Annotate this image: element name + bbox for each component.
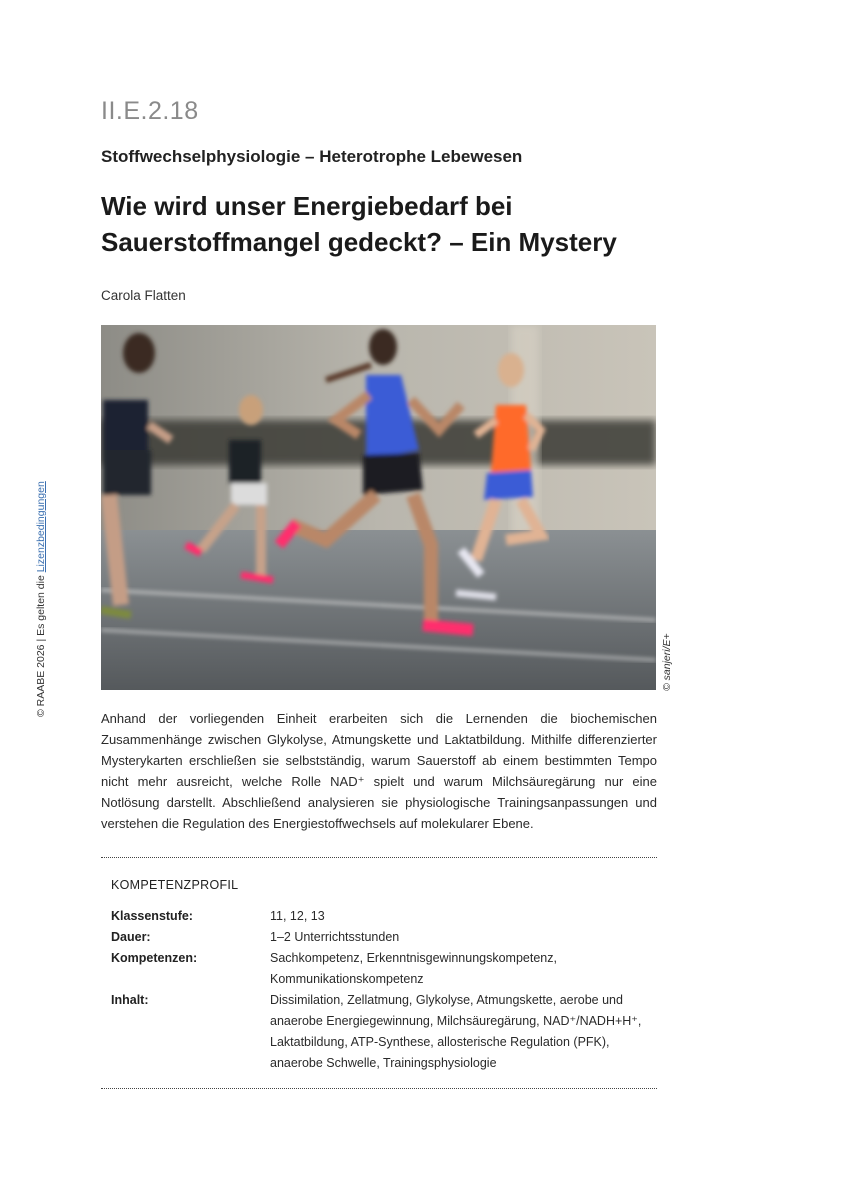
intro-paragraph: Anhand der vorliegenden Einheit erarbeiten sich die Lernenden die biochemischen Zusammenhänge zwischen Glykolyse, Atmungskette und Laktatbildung. Mithilfe differenzierter Mysterykarten erschließen sie selbstständig, warum Sauerstoff ab einem bestimmten Tempo nicht mehr ausreicht, welche Rolle NAD⁺ spielt und warum Milchsäuregärung nur eine Notlösung darstellt. Abschließend analysieren sie physiologische Trainingsanpassungen und verstehen die Regulation des Energiestoffwechsels auf molekularer Ebene. [101,711,657,831]
title-line-2: Sauerstoffmangel gedeckt? – Ein Mystery [101,227,617,257]
label-dauer: Dauer: [111,930,151,944]
inhalt-line-3: Laktatbildung, ATP-Synthese, allosterische Regulation (PFK), [270,1035,610,1049]
kompetenzen-line-2: Kommunikationskompetenz [270,972,424,986]
subject-heading: Stoffwechselphysiologie – Heterotrophe Lebewesen [101,147,523,166]
license-note [35,477,49,717]
runners-photo [101,325,656,690]
value-inhalt [270,990,660,1074]
value-kompetenzen [270,948,660,990]
title-line-1: Wie wird unser Energiebedarf bei [101,191,513,221]
kompetenzen-line-1: Sachkompetenz, Erkenntnisgewinnungskompetenz, [270,951,557,965]
author-name: Carola Flatten [101,288,186,303]
value-dauer: 1–2 Unterrichtsstunden [270,930,400,944]
label-inhalt: Inhalt: [111,993,149,1007]
label-kompetenzen: Kompetenzen: [111,951,198,965]
profile-heading: KOMPETENZPROFIL [111,878,239,892]
inhalt-line-4: anaerobe Schwelle, Trainingsphysiologie [270,1056,497,1070]
divider-top [101,857,657,858]
document-code: II.E.2.18 [101,97,199,125]
photo-credit: © sanjeri/E+ [661,633,673,691]
value-klassenstufe: 11, 12, 13 [270,909,325,923]
inhalt-line-1: Dissimilation, Zellatmung, Glykolyse, Atmungskette, aerobe und [270,993,623,1007]
license-link[interactable]: Lizenzbedingungen [35,481,47,573]
page-title [101,188,661,260]
divider-bottom [101,1088,657,1089]
inhalt-line-2: anaerobe Energiegewinnung, Milchsäuregärung, NAD⁺/NADH+H⁺, [270,1014,642,1028]
label-klassenstufe: Klassenstufe: [111,909,193,923]
copyright-text: © RAABE 2026 | Es gelten die [35,572,47,717]
